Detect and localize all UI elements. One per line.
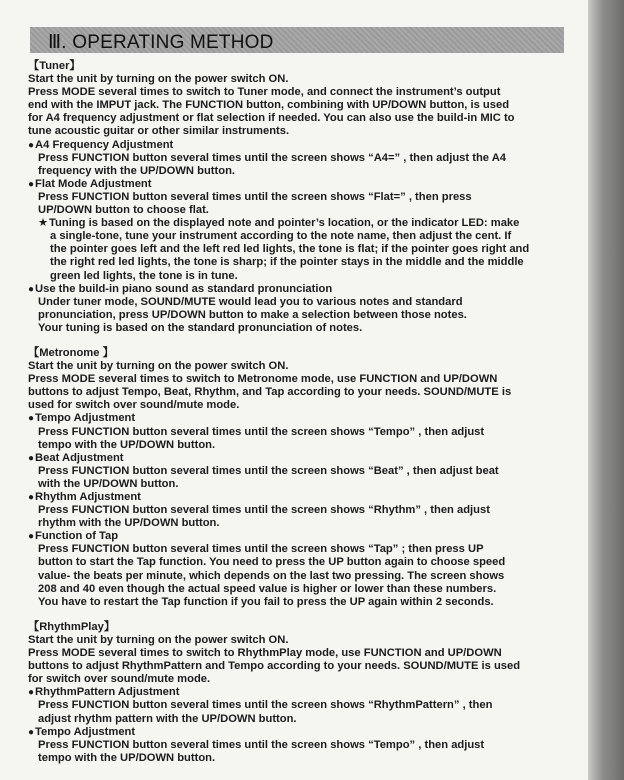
metronome-intro-line: used for switch over sound/mute mode. <box>28 399 240 412</box>
tap-line: value- the beats per minute, which depends on the last two pressing. The screen shows <box>38 569 505 582</box>
rhythm-line: rhythm with the UP/DOWN button. <box>38 517 220 530</box>
rhythmplay-intro-line: buttons to adjust RhythmPattern and Tempo according to your needs. SOUND/MUTE is used <box>28 660 521 673</box>
a4-line: Press FUNCTION button several times until the screen shows “A4=” , then adjust the A4 <box>38 151 507 164</box>
metronome-title: 【Metronome 】 <box>28 346 114 359</box>
beat-adjustment-title <box>28 452 576 465</box>
pattern-line: adjust rhythm pattern with the UP/DOWN button. <box>38 712 297 725</box>
rhythmpattern-adjustment-title <box>28 686 576 699</box>
tap-line: You have to restart the Tap function if you fail to press the UP again within 2 seconds. <box>38 595 494 608</box>
tempo-adjustment-title <box>28 412 576 425</box>
tuning-note-line: the right red led lights, the tone is sharp; if the pointer stays in the middle and the middle <box>50 256 524 269</box>
manual-content <box>28 60 576 765</box>
piano-line: Under tuner mode, SOUND/MUTE would lead you to various notes and standard <box>38 295 463 308</box>
piano-line: pronunciation, press UP/DOWN button to make a selection between those notes. <box>38 308 467 321</box>
metronome-intro-line: Start the unit by turning on the power switch ON. <box>28 360 289 373</box>
flat-line: Press FUNCTION button several times until the screen shows “Flat=” , then press <box>38 190 472 203</box>
tuning-note-first <box>28 217 576 230</box>
rp-tempo-line: Press FUNCTION button several times until the screen shows “Tempo” , then adjust <box>38 738 485 751</box>
flat-title-text: Flat Mode Adjustment <box>35 177 152 190</box>
tap-line: button to start the Tap function. You need to press the UP button again to choose speed <box>38 556 506 569</box>
rp-tempo-adjustment-title <box>28 726 576 739</box>
a4-line: frequency with the UP/DOWN button. <box>38 164 236 177</box>
rhythm-adjustment-title <box>28 491 576 504</box>
rhythm-line: Press FUNCTION button several times until the screen shows “Rhythm” , then adjust <box>38 504 490 517</box>
rp-tempo-line: tempo with the UP/DOWN button. <box>38 751 216 764</box>
tempo-line: Press FUNCTION button several times until the screen shows “Tempo” , then adjust <box>38 425 485 438</box>
a4-title-text: A4 Frequency Adjustment <box>35 138 174 151</box>
rhythmplay-intro-line: for switch over sound/mute mode. <box>28 673 211 686</box>
flat-line: UP/DOWN button to choose flat. <box>38 204 209 217</box>
rhythmplay-intro-line: Press MODE several times to switch to RhythmPlay mode, use FUNCTION and UP/DOWN <box>28 647 502 660</box>
rp-tempo-title-text: Tempo Adjustment <box>35 725 136 738</box>
metronome-intro-line: Press MODE several times to switch to Metronome mode, use FUNCTION and UP/DOWN <box>28 373 498 386</box>
tempo-line: tempo with the UP/DOWN button. <box>38 438 216 451</box>
piano-sound-title <box>28 283 576 296</box>
beat-line: with the UP/DOWN button. <box>38 477 179 490</box>
tuner-intro-line: for A4 frequency adjustment or flat selection if needed. You can also use the build-in MIC to <box>28 112 515 125</box>
tuning-note-line: a single-tone, tune your instrument according to the note name, then adjust the cent. If <box>50 230 512 243</box>
section-heading: Ⅲ. OPERATING METHOD <box>48 32 274 53</box>
tap-function-title <box>28 530 576 543</box>
flat-mode-title <box>28 178 576 191</box>
a4-adjustment-title <box>28 139 576 152</box>
tuning-note-first-text: Tuning is based on the displayed note and pointer’s location, or the indicator LED: make <box>49 217 520 230</box>
tap-title-text: Function of Tap <box>35 530 119 543</box>
piano-title-text: Use the build-in piano sound as standard pronunciation <box>35 282 333 295</box>
tuning-note-line: green led lights, the tone is in tune. <box>50 269 238 282</box>
pattern-line: Press FUNCTION button several times until the screen shows “RhythmPattern” , then <box>38 699 493 712</box>
metronome-intro-line: buttons to adjust Tempo, Beat, Rhythm, and Tap according to your needs. SOUND/MUTE is <box>28 386 512 399</box>
rhythmplay-title: 【RhythmPlay】 <box>28 620 116 633</box>
beat-title-text: Beat Adjustment <box>35 451 124 464</box>
rhythm-title-text: Rhythm Adjustment <box>35 491 141 503</box>
tap-line: 208 and 40 even though the actual speed value is higher or lower than these numbers. <box>38 582 497 595</box>
tuner-intro-line: end with the IMPUT jack. The FUNCTION button, combining with UP/DOWN button, is used <box>28 99 510 112</box>
tap-line: Press FUNCTION button several times until the screen shows “Tap” ; then press UP <box>38 543 484 556</box>
tuner-intro-line: Start the unit by turning on the power switch ON. <box>28 73 289 86</box>
beat-line: Press FUNCTION button several times until the screen shows “Beat” , then adjust beat <box>38 464 499 477</box>
tuner-title: 【Tuner】 <box>28 60 81 72</box>
tuning-note-line: the pointer goes left and the left red led lights, the tone is flat; if the pointer goes right and <box>50 243 530 256</box>
tuner-intro-line: tune acoustic guitar or other similar instruments. <box>28 125 290 138</box>
rhythmplay-intro-line: Start the unit by turning on the power switch ON. <box>28 633 289 646</box>
tempo-title-text: Tempo Adjustment <box>35 412 136 425</box>
pattern-title-text: RhythmPattern Adjustment <box>35 686 180 699</box>
tuner-intro-line: Press MODE several times to switch to Tuner mode, and connect the instrument’s output <box>28 86 501 99</box>
page-edge-shadow <box>588 0 624 780</box>
piano-line: Your tuning is based on the standard pronunciation of notes. <box>38 321 363 334</box>
